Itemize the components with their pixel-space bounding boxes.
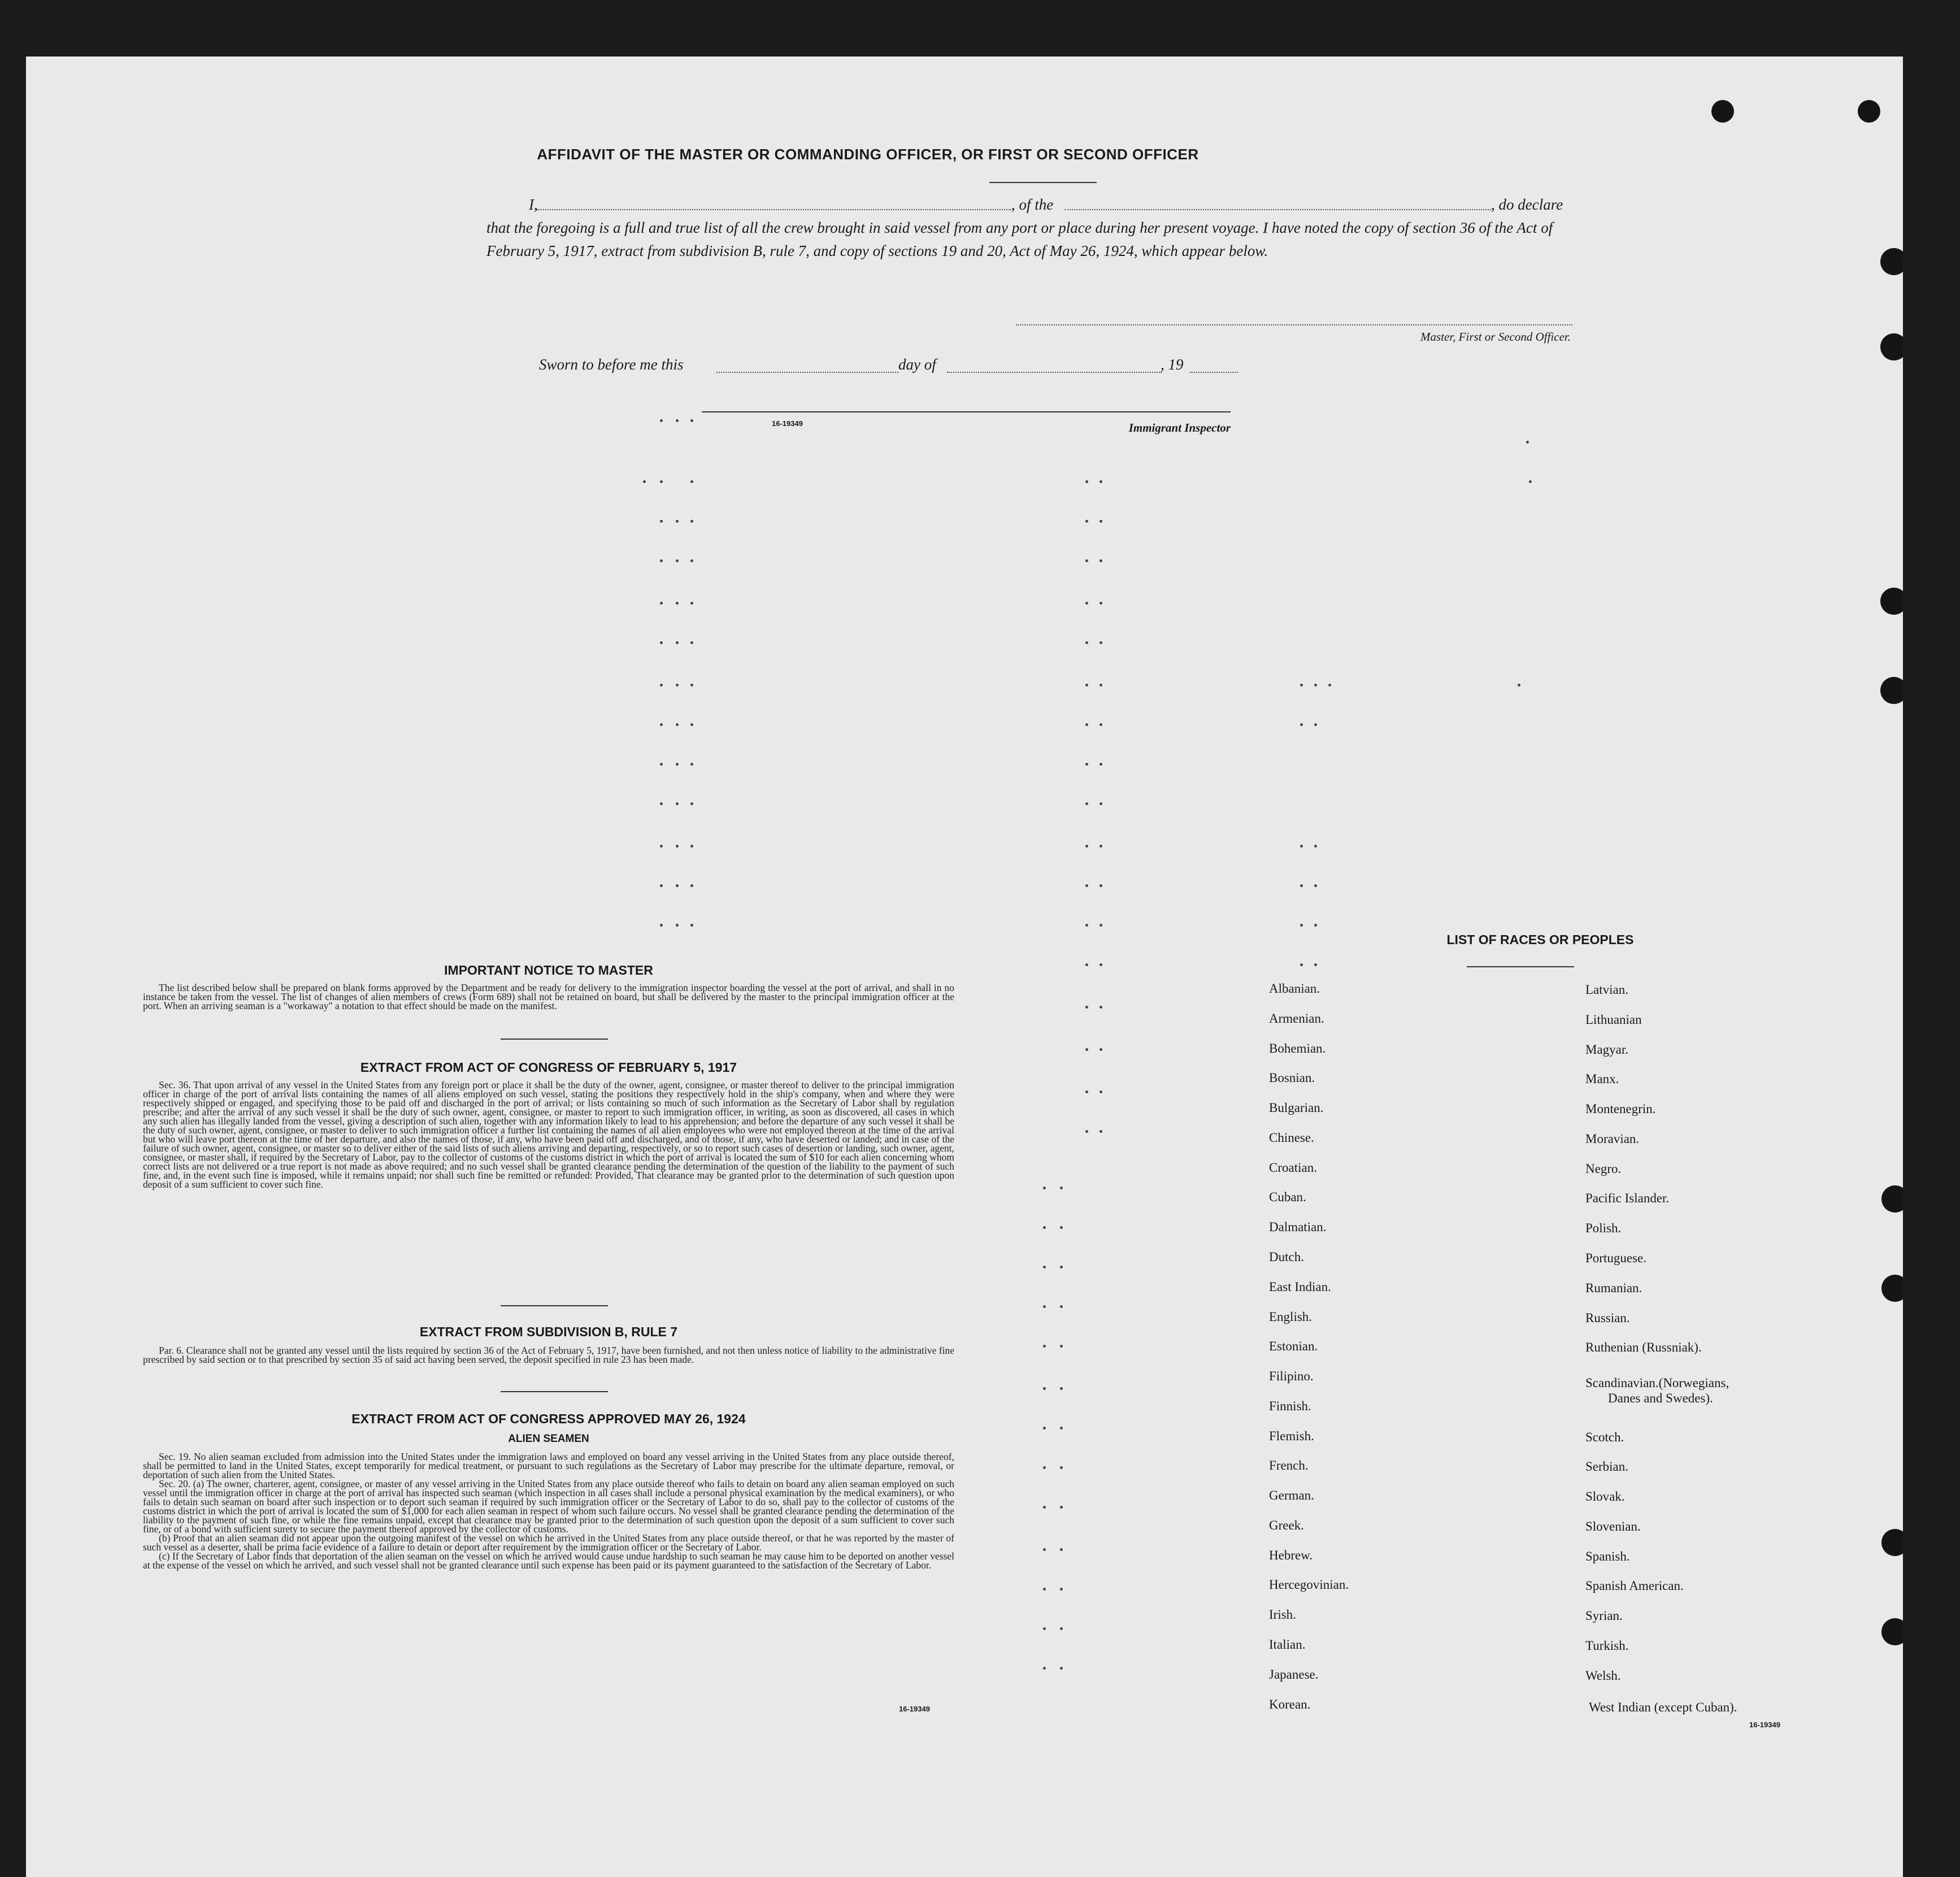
race-item: Japanese. [1269,1667,1319,1682]
race-item: East Indian. [1269,1280,1331,1294]
race-item: Syrian. [1585,1609,1623,1623]
race-item: Lithuanian [1585,1013,1642,1027]
race-item: German. [1269,1488,1314,1502]
notice-title: IMPORTANT NOTICE TO MASTER [444,963,653,977]
sworn-label: Sworn to before me this [539,356,684,373]
race-item: Dutch. [1269,1250,1304,1264]
race-item: Portuguese. [1585,1251,1646,1265]
race-item: Korean. [1269,1697,1311,1711]
declarant-line [529,193,1591,216]
punch-hole [1881,1275,1903,1302]
year-label: , 19 [1161,356,1184,373]
race-item: Serbian. [1585,1459,1629,1474]
race-item: Filipino. [1269,1369,1314,1383]
punch-hole [1881,1529,1903,1556]
race-item: English. [1269,1310,1313,1324]
sworn-day-field[interactable] [716,372,898,373]
race-item: Bohemian. [1269,1041,1326,1055]
punch-hole [1858,100,1880,123]
vessel-name-field[interactable] [1064,209,1491,210]
divider [1467,966,1574,967]
form-number-left: 16-19349 [899,1705,930,1713]
punch-hole [1880,248,1903,275]
race-item: Estonian. [1269,1339,1318,1353]
race-item: Scotch. [1585,1430,1624,1444]
divider [501,1039,608,1040]
form-number-top: 16-19349 [772,419,803,428]
punch-hole [1880,588,1903,615]
extract-rule7-title: EXTRACT FROM SUBDIVISION B, RULE 7 [419,1324,678,1339]
race-item: Pacific Islander. [1585,1191,1670,1205]
race-item: Irish. [1269,1607,1296,1622]
do-declare-label: , do declare [1491,196,1563,213]
form-number-right: 16-19349 [1749,1720,1780,1729]
race-item: Bulgarian. [1269,1101,1324,1115]
notice-text: The list described below shall be prepared on blank forms approved by the Department and be ready for delivery to the immigration inspector boarding the vessel at the port of arrival, and shall in no instance be taken from the vessel. The list of changes of alien members of crews (Form 689) shall not be retained on board, but shall be delivered by the master to the principal immigration officer at the port. When an arriving seaman is a "workaway" a notation to that effect should be made on the manifest. [143,982,954,1011]
master-signature-field[interactable] [1016,324,1572,325]
declarant-name-field[interactable] [537,209,1011,210]
race-item: Negro. [1585,1162,1622,1176]
races-title: LIST OF RACES OR PEOPLES [1446,932,1634,947]
race-item: Finnish. [1269,1399,1311,1413]
extract-1917-text: Sec. 36. That upon arrival of any vessel in the United States from any foreign port or place it shall be the duty of the owner, agent, consignee, or master thereof to deliver to the principal immigration officer in charge of the port of arrival lists containing the names of all aliens employed on such vessel, stating the positions they respectively hold in the ship's company, when and where they were respectively shipped or engaged, and specifying those to be paid off and discharged in the port of arrival; or lists containing so much of such information as the Secretary of Labor shall by regulation prescribe; and after the arrival of any such vessel it shall be the duty of such owner, agent, consignee, or master to report to such immigration officer, in writing, as soon as discovered, all cases in which any such alien has illegally landed from the vessel, giving a description of such alien, together with any information likely to lead to his apprehension; and before the departure of any such vessel it shall be the duty of such owner, agent, consignee, or master to deliver to such immigration officer a further list containing the names of all alien employees who were not employed thereon at the time of the arrival but who will leave port thereon at the time of her departure, and also the names of those, if any, who have been paid off and discharged, and of those, if any, who have deserted or landed; and in case of the failure of such owner, agent, consignee, or master so to deliver either of the said lists of such aliens arriving and departing, respectively, or so to report such cases of desertion or landing, such owner, agent, consignee, or master shall, if required by the Secretary of Labor, pay to the collector of customs of the customs district in which the port of arrival is located the sum of $10 for each alien concerning whom correct lists are not delivered or a true report is not made as above required; and no such vessel shall be granted clearance pending the determination of the question of the liability to the payment of such fine, and, in the event such fine is imposed, while it remains unpaid; nor shall such fine be remitted or refunded: Provided, That clearance may be granted prior to the determination of such question upon deposit of a sum sufficient to cover such fine. [143,1079,954,1190]
race-item: Scandinavian.(Norwegians, [1585,1376,1729,1390]
race-item: Slovenian. [1585,1519,1641,1533]
race-item: Armenian. [1269,1011,1324,1026]
punch-hole [1711,100,1734,123]
declaration-text: that the foregoing is a full and true list of all the crew brought in said vessel from any port or place during her present voyage. I have noted the copy of section 36 of the Act of February 5, 1917, extract from subdivision B, rule 7, and copy of sections 19 and 20, Act of May 26, 1924, which appear below. [486,219,1553,259]
race-item: Albanian. [1269,981,1320,996]
inspector-signature-field[interactable] [702,411,1231,412]
divider [501,1391,608,1392]
race-item: Danes and Swedes). [1608,1391,1713,1405]
extract-1924-title: EXTRACT FROM ACT OF CONGRESS APPROVED MAY 26, 1924 [351,1411,746,1426]
punch-hole [1880,677,1903,704]
race-item: Russian. [1585,1311,1630,1325]
day-of-label: day of [898,356,936,373]
race-item: Montenegrin. [1585,1102,1656,1116]
sec-20b-text: (b) Proof that an alien seaman did not appear upon the outgoing manifest of the vessel on which he arrived in the United States from any place outside thereof, or that he was reported by the master of such vessel as a deserter, shall be prima facie evidence of a failure to detain or deport after requirement by the immigration officer or the Secretary of Labor. [143,1532,954,1553]
race-item: Flemish. [1269,1429,1314,1443]
race-item: Croatian. [1269,1161,1317,1175]
race-item: Spanish. [1585,1549,1630,1563]
race-item: Greek. [1269,1518,1304,1532]
extract-1917-title: EXTRACT FROM ACT OF CONGRESS OF FEBRUARY 5, 1917 [360,1060,737,1075]
punch-hole [1880,333,1903,360]
extract-1924-text [143,1452,954,1570]
race-item: Dalmatian. [1269,1220,1327,1234]
sworn-year-field[interactable] [1190,372,1238,373]
race-item: French. [1269,1458,1309,1472]
race-item: Manx. [1585,1072,1619,1086]
race-item: Ruthenian (Russniak). [1585,1340,1702,1354]
race-item: Cuban. [1269,1190,1306,1204]
race-item: Moravian. [1585,1132,1640,1146]
race-item: West Indian (except Cuban). [1589,1700,1737,1714]
extract-1924-subtitle: ALIEN SEAMEN [508,1433,589,1445]
race-item: Turkish. [1585,1639,1629,1653]
race-item: Chinese. [1269,1131,1314,1145]
i-label: I, [529,196,538,213]
race-item: Hebrew. [1269,1548,1313,1562]
race-item: Bosnian. [1269,1071,1315,1085]
punch-hole [1881,1185,1903,1213]
race-item: Polish. [1585,1221,1622,1235]
race-item: Welsh. [1585,1669,1621,1683]
race-item: Magyar. [1585,1042,1629,1057]
sec-20a-text: Sec. 20. (a) The owner, charterer, agent, consignee, or master of any vessel arriving in the United States from any place outside thereof who fails to detain on board any alien seaman employed on such vessel until the immigration officer in charge at the port of arrival has inspected such seaman (which inspection in all cases shall include a personal physical examination by the medical examiners), or who fails to detain such seaman on board after such inspection or to deport such seaman if required by such immigration officer or the Secretary of Labor to do so, shall pay to the collector of customs of the customs district in which the port of arrival is located the sum of $1,000 for each alien seaman in respect of whom such failure occurs. No vessel shall be granted clearance pending the determination of the liability to the payment of such fine, or while the fine remains unpaid, except that clearance may be granted prior to the determination of such question upon the deposit of a sum sufficient to cover such fine, or of a bond with sufficient surety to secure the payment thereof approved by the collector of customs. [143,1478,954,1535]
of-the-label: , of the [1011,196,1054,213]
affidavit-title: AFFIDAVIT OF THE MASTER OR COMMANDING OFFICER, OR FIRST OR SECOND OFFICER [537,146,1199,163]
race-item: Spanish American. [1585,1579,1684,1593]
race-item: Latvian. [1585,983,1628,997]
extract-rule7-text: Par. 6. Clearance shall not be granted any vessel until the lists required by section 36 of the Act of February 5, 1917, have been furnished, and not then unless notice of liability to the administrative fine prescribed by said section or to that prescribed by section 35 of said act having been served, the deposit specified in rule 23 has been made. [143,1345,954,1365]
title-underline [989,182,1097,183]
race-item: Slovak. [1585,1489,1625,1504]
sworn-month-field[interactable] [947,372,1162,373]
sec-19-text: Sec. 19. No alien seaman excluded from admission into the United States under the immigration laws and employed on board any vessel arriving in the United States from any place outside thereof, shall be permitted to land in the United States, except temporarily for medical treatment, or pursuant to such regulations as the Secretary of Labor may prescribe for the ultimate departure, removal, or deportation of such alien from the United States. [143,1451,954,1480]
form-sheet [26,57,1903,1877]
punch-hole [1881,1618,1903,1645]
signature-caption: Master, First or Second Officer. [1420,330,1571,344]
race-item: Italian. [1269,1637,1306,1652]
sec-20c-text: (c) If the Secretary of Labor finds that deportation of the alien seaman on the vessel on which he arrived would cause undue hardship to such seaman he may cause him to be deported on another vessel at the expense of the vessel on which he arrived, and such vessel shall not be granted clearance until such expense has been paid or its payment guaranteed to the satisfaction of the Secretary of Labor. [143,1550,954,1571]
inspector-caption: Immigrant Inspector [1128,421,1231,435]
race-item: Rumanian. [1585,1281,1642,1295]
race-item: Hercegovinian. [1269,1578,1349,1592]
divider [501,1305,608,1306]
